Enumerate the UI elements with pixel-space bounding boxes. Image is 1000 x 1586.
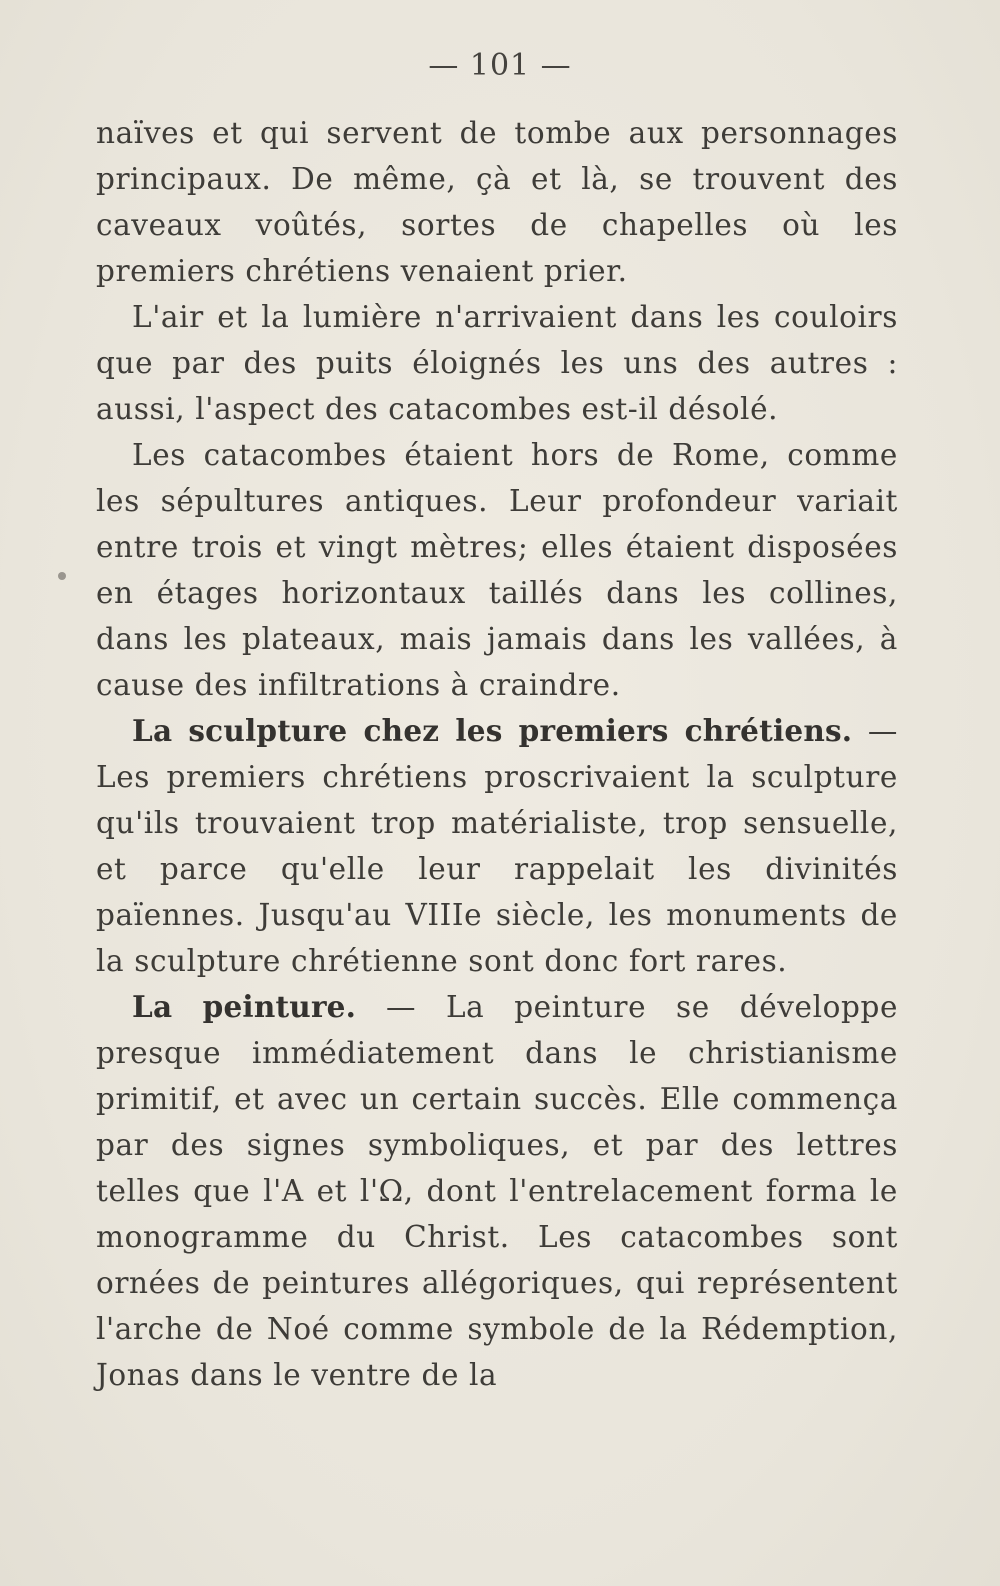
section-heading-sculpture: La sculpture chez les premiers chrétiens. bbox=[132, 713, 853, 748]
page-number: — 101 — bbox=[428, 48, 572, 83]
paragraph-air-lumiere: L'air et la lumière n'arrivaient dans les couloirs que par des puits éloignés les uns des autres : aussi, l'aspect des catacombes est-il désolé. bbox=[96, 300, 898, 426]
margin-ink-mark bbox=[58, 572, 66, 580]
section-peinture bbox=[96, 984, 898, 1398]
section-text-sculpture: — Les premiers chrétiens proscrivaient la sculpture qu'ils trouvaient trop matérialiste, trop sensuelle, et parce qu'elle leur rappelait les divinités païennes. Jusqu'au VIIIe siècle, les monuments de la sculpture chrétienne sont donc fort rares. bbox=[96, 714, 898, 978]
paragraph-catacombes: Les catacombes étaient hors de Rome, comme les sépultures antiques. Leur profondeur variait entre trois et vingt mètres; elles étaient disposées en étages horizontaux taillés dans les collines, dans les plateaux, mais jamais dans les vallées, à cause des infiltrations à craindre. bbox=[96, 438, 898, 702]
page-body bbox=[96, 110, 898, 1398]
paragraph-continued: naïves et qui servent de tombe aux personnages principaux. De même, çà et là, se trouvent des caveaux voûtés, sortes de chapelles où les premiers chrétiens venaient prier. bbox=[96, 116, 898, 288]
section-heading-peinture: La peinture. bbox=[132, 989, 357, 1024]
section-sculpture bbox=[96, 708, 898, 984]
section-text-peinture: — La peinture se développe presque immédiatement dans le christianisme primitif, et avec un certain succès. Elle commença par des signes symboliques, et par des lettres telles que l'A et l'Ω, dont l'entrelacement forma le monogramme du Christ. Les catacombes sont ornées de peintures allégoriques, qui représentent l'arche de Noé comme symbole de la Rédemption, Jonas dans le ventre de la bbox=[96, 990, 899, 1392]
